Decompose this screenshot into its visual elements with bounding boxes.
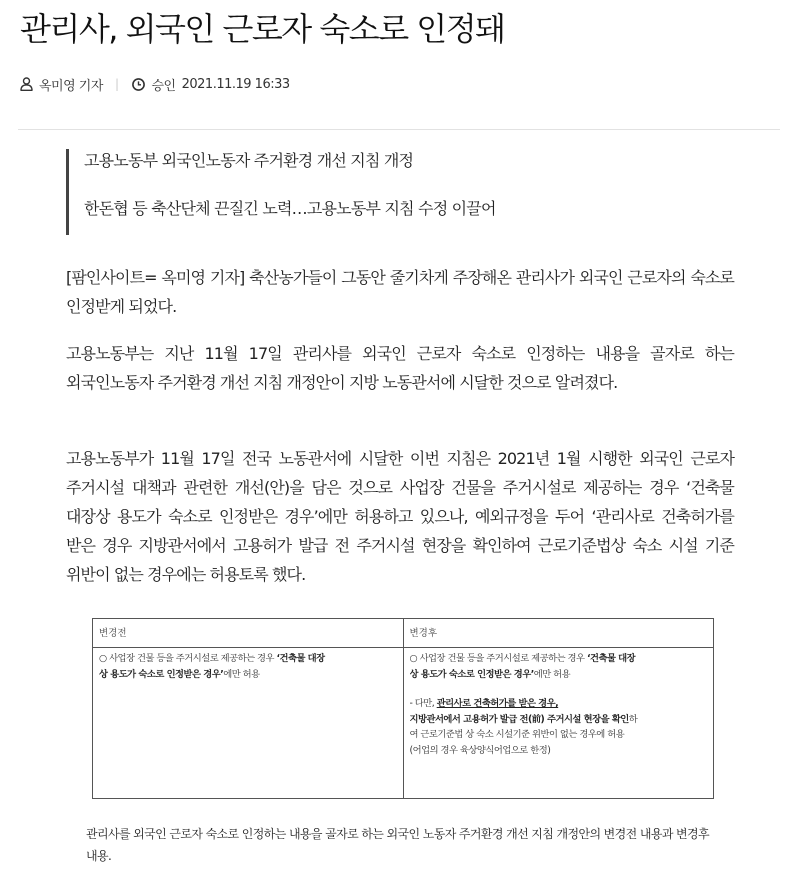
article-paragraph: 고용노동부는 지난 11월 17일 관리사를 외국인 근로자 숙소로 인정하는 내용을 골자로 하는 외국인노동자 주거환경 개선 지침 개정안이 지방 노동관서에 시달한 것으로 알려졌다. [66, 344, 734, 392]
before-line: 상 용도가 숙소로 인정받은 경우’에만 허용 [99, 668, 260, 680]
subtitle-block [66, 149, 706, 235]
after-column [403, 619, 714, 798]
article-title: 관리사, 외국인 근로자 숙소로 인정돼 [20, 10, 505, 48]
subtitle-line: 고용노동부 외국인노동자 주거환경 개선 지침 개정 [84, 151, 414, 170]
clock-icon [132, 78, 145, 91]
after-line: (어업의 경우 육상양식어업으로 한정) [409, 744, 551, 756]
header-divider [18, 129, 780, 130]
publish-timestamp: 2021.11.19 16:33 [181, 76, 290, 92]
before-column [93, 619, 403, 798]
article-paragraph: 고용노동부가 11월 17일 전국 노동관서에 시달한 이번 지침은 2021년 1월 시행한 외국인 근로자 주거시설 대책과 관련한 개선(안)을 담은 것으로 사업장 건물을 주거시설로 제공하는 경우 ‘건축물 대장상 용도가 숙소로 인정받은 경우’에만 허용하고 있으나, 예외규정을 두어 ‘관리사로 건축허가를 받은 경우 지방관서에서 고용허가 발급 전 주거시설 현장을 확인하여 근로기준법상 숙소 시설 기준 위반이 없는 경우에는 허용토록 했다. [66, 449, 734, 584]
after-header: 변경후 [404, 619, 714, 648]
person-icon [20, 77, 33, 91]
article-paragraph: [팜인사이트= 옥미영 기자] 축산농가들이 그동안 줄기차게 주장해온 관리사가 외국인 근로자의 숙소로 인정받게 되었다. [66, 268, 734, 316]
author-name: 옥미영 기자 [39, 78, 103, 94]
after-line: 여 근로기준법 상 숙소 시설기준 위반이 없는 경우에 허용 [409, 729, 625, 740]
subtitle-line: 한돈협 등 축산단체 끈질긴 노력…고용노동부 지침 수정 이끌어 [84, 199, 496, 218]
after-line: ○ 사업장 건물 등을 주거시설로 제공하는 경우 ‘건축물 대장 [409, 653, 636, 664]
byline [20, 74, 290, 94]
figure-caption: 관리사를 외국인 근로자 숙소로 인정하는 내용을 골자로 하는 외국인 노동자 주거환경 개선 지침 개정안의 변경전 내용과 변경후 내용. [86, 827, 710, 863]
byline-separator: | [114, 77, 119, 91]
comparison-figure [92, 618, 714, 799]
before-line: ○ 사업장 건물 등을 주거시설로 제공하는 경우 ‘건축물 대장 [99, 653, 325, 664]
before-header: 변경전 [93, 619, 403, 648]
after-line: - 다만, 관리사로 건축허가를 받은 경우, [409, 698, 559, 709]
after-line: 상 용도가 숙소로 인정받은 경우’에만 허용 [409, 668, 571, 680]
approval-label: 승인 [151, 78, 176, 94]
after-line: 지방관서에서 고용허가 발급 전(前) 주거시설 현장을 확인하 [409, 713, 638, 725]
